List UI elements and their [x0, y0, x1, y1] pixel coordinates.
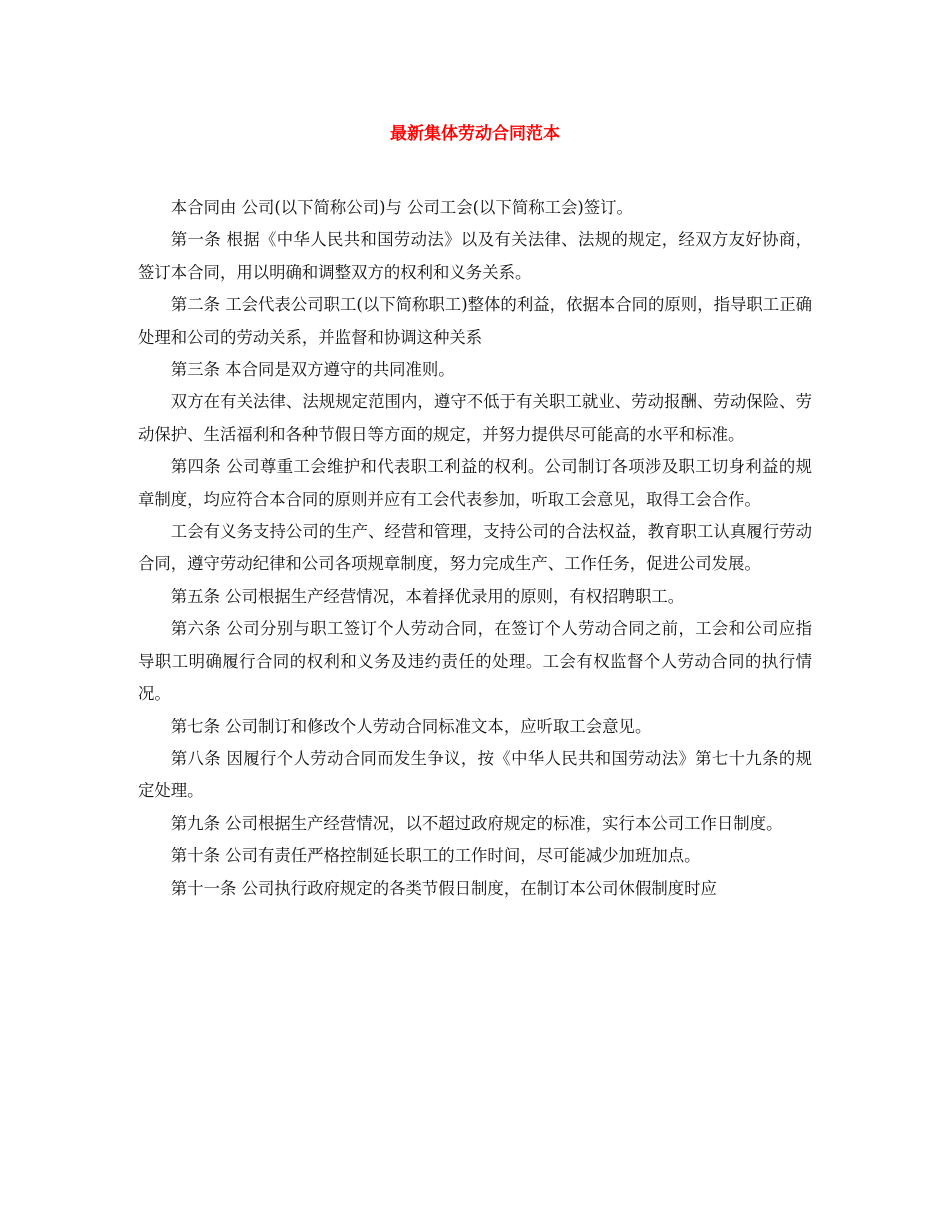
paragraph-article-7: 第七条 公司制订和修改个人劳动合同标准文本，应听取工会意见。 [170, 716, 652, 736]
paragraph-article-11: 第十一条 公司执行政府规定的各类节假日制度，在制订本公司休假制度时应 [170, 878, 717, 898]
paragraph-intro: 本合同由 公司(以下简称公司)与 公司工会(以下简称工会)签订。 [170, 198, 633, 217]
paragraph-article-5: 第五条 公司根据生产经营情况，本着择优录用的原则，有权招聘职工。 [170, 586, 685, 606]
paragraph-article-9: 第九条 公司根据生产经营情况，以不超过政府规定的标准，实行本公司工作日制度。 [170, 813, 783, 833]
document-title: 最新集体劳动合同范本 [390, 124, 560, 144]
paragraph-article-2: 第二条 工会代表公司职工(以下简称职工)整体的利益，依据本合同的原则，指导职工正确处理和公司的劳动关系，并监督和协调这种关系 [138, 295, 812, 347]
paragraph-article-1: 第一条 根据《中华人民共和国劳动法》以及有关法律、法规的规定，经双方友好协商，签订本合同，用以明确和调整双方的权利和义务关系。 [138, 230, 812, 282]
paragraph-article-10: 第十条 公司有责任严格控制延长职工的工作时间，尽可能减少加班加点。 [170, 846, 701, 866]
paragraph-article-6: 第六条 公司分别与职工签订个人劳动合同，在签订个人劳动合同之前，工会和公司应指导职工明确履行合同的权利和义务及违约责任的处理。工会有权监督个人劳动合同的执行情况。 [138, 619, 812, 704]
paragraph-article-3: 第三条 本合同是双方遵守的共同准则。 [170, 360, 455, 380]
paragraph-article-4-detail: 工会有义务支持公司的生产、经营和管理，支持公司的合法权益，教育职工认真履行劳动合同，遵守劳动纪律和公司各项规章制度，努力完成生产、工作任务，促进公司发展。 [138, 522, 812, 574]
document-body [138, 192, 812, 905]
paragraph-article-8: 第八条 因履行个人劳动合同而发生争议，按《中华人民共和国劳动法》第七十九条的规定处理。 [138, 748, 812, 801]
paragraph-article-3-detail: 双方在有关法律、法规规定范围内，遵守不低于有关职工就业、劳动报酬、劳动保险、劳动保护、生活福利和各种节假日等方面的规定，并努力提供尽可能高的水平和标准。 [138, 392, 812, 444]
paragraph-article-4: 第四条 公司尊重工会维护和代表职工利益的权利。公司制订各项涉及职工切身利益的规章制度，均应符合本合同的原则并应有工会代表参加，听取工会意见，取得工会合作。 [138, 457, 812, 509]
